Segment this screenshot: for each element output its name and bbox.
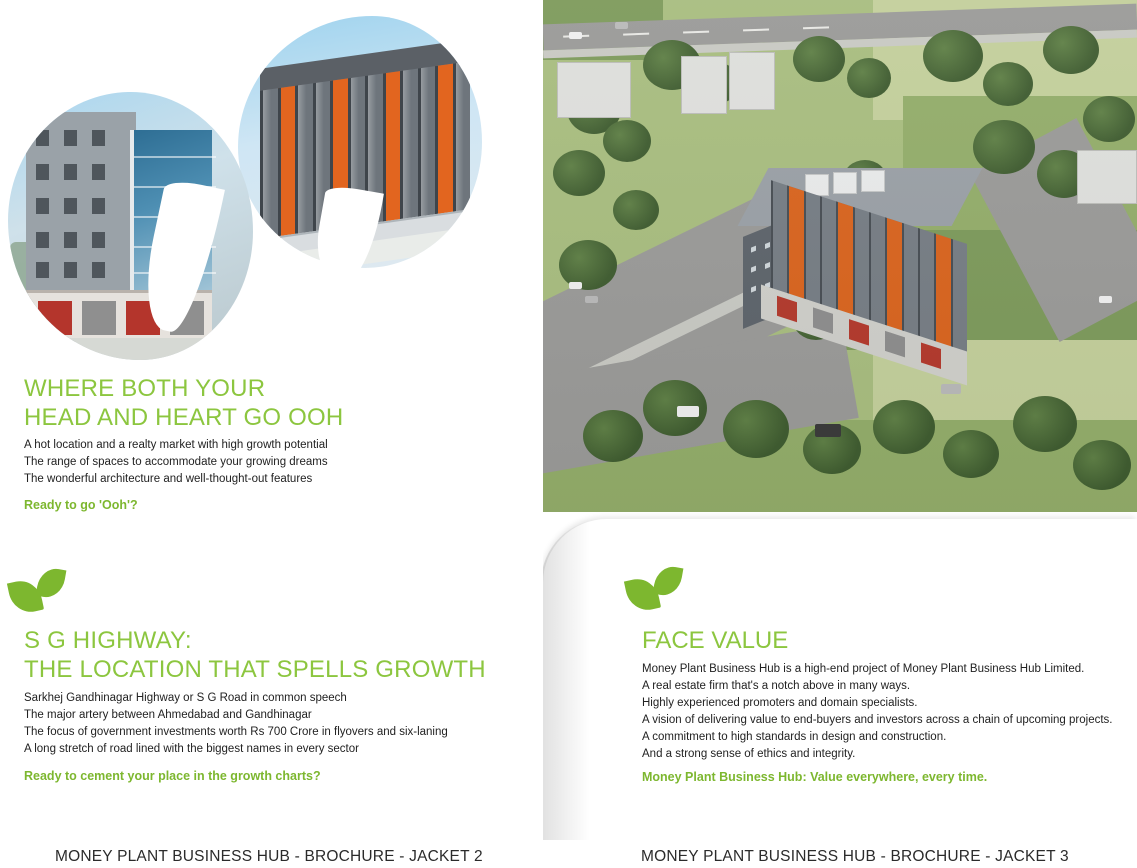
aerial-render-image xyxy=(543,0,1137,512)
left-page xyxy=(0,0,531,840)
left-headline-two-line2: THE LOCATION THAT SPELLS GROWTH xyxy=(24,656,486,683)
project-building-render xyxy=(739,168,971,368)
right-body-line: Money Plant Business Hub is a high-end project of Money Plant Business Hub Limited. xyxy=(642,663,1085,675)
left-headline-two-line1: S G HIGHWAY: xyxy=(24,627,192,654)
car xyxy=(815,424,841,437)
left-body-two xyxy=(24,690,448,758)
right-body xyxy=(642,661,1112,763)
neighbour-building xyxy=(729,52,775,110)
left-body-two-line: The major artery between Ahmedabad and Gandhinagar xyxy=(24,709,312,721)
left-cta-one: Ready to go 'Ooh'? xyxy=(24,498,138,512)
left-page-caption: MONEY PLANT BUSINESS HUB - BROCHURE - JACKET 2 xyxy=(55,848,483,865)
right-cta: Money Plant Business Hub: Value everywhere, every time. xyxy=(642,770,988,784)
neighbour-building xyxy=(557,62,631,118)
car xyxy=(615,22,628,29)
left-body-two-line: Sarkhej Gandhinagar Highway or S G Road in common speech xyxy=(24,692,347,704)
left-cta-two: Ready to cement your place in the growth charts? xyxy=(24,769,321,783)
left-headline-one xyxy=(24,374,343,432)
money-plant-leaf-logo-left xyxy=(10,568,66,614)
right-body-line: A real estate firm that's a notch above in many ways. xyxy=(642,680,911,692)
right-body-line: A commitment to high standards in design and construction. xyxy=(642,731,947,743)
right-page-caption: MONEY PLANT BUSINESS HUB - BROCHURE - JACKET 3 xyxy=(641,848,1069,865)
right-body-line: And a strong sense of ethics and integrity. xyxy=(642,748,856,760)
page-gutter xyxy=(531,0,543,840)
leaf-icon xyxy=(653,564,684,598)
right-page xyxy=(543,0,1137,840)
car xyxy=(941,384,961,394)
car xyxy=(1099,296,1112,303)
car xyxy=(569,282,582,289)
left-body-one-line: The range of spaces to accommodate your growing dreams xyxy=(24,456,328,468)
neighbour-building xyxy=(1077,150,1137,204)
left-body-two-line: A long stretch of road lined with the biggest names in every sector xyxy=(24,743,359,755)
left-body-one-line: The wonderful architecture and well-thought-out features xyxy=(24,473,313,485)
right-body-line: A vision of delivering value to end-buyers and investors across a chain of upcoming projects. xyxy=(642,714,1113,726)
neighbour-building xyxy=(681,56,727,114)
photo-collage xyxy=(0,0,531,360)
car xyxy=(677,406,699,417)
money-plant-leaf-logo-right xyxy=(627,566,683,612)
car xyxy=(569,32,582,39)
car xyxy=(585,296,598,303)
left-body-one xyxy=(24,437,328,488)
leaf-icon xyxy=(36,566,67,600)
left-body-two-line: The focus of government investments worth Rs 700 Crore in flyovers and six-laning xyxy=(24,726,448,738)
right-headline: FACE VALUE xyxy=(642,627,789,654)
right-body-line: Highly experienced promoters and domain specialists. xyxy=(642,697,918,709)
left-body-one-line: A hot location and a realty market with high growth potential xyxy=(24,439,328,451)
left-headline-one-line2: HEAD AND HEART GO OOH xyxy=(24,404,344,431)
left-headline-two xyxy=(24,626,486,684)
left-headline-one-line1: WHERE BOTH YOUR xyxy=(24,375,266,402)
